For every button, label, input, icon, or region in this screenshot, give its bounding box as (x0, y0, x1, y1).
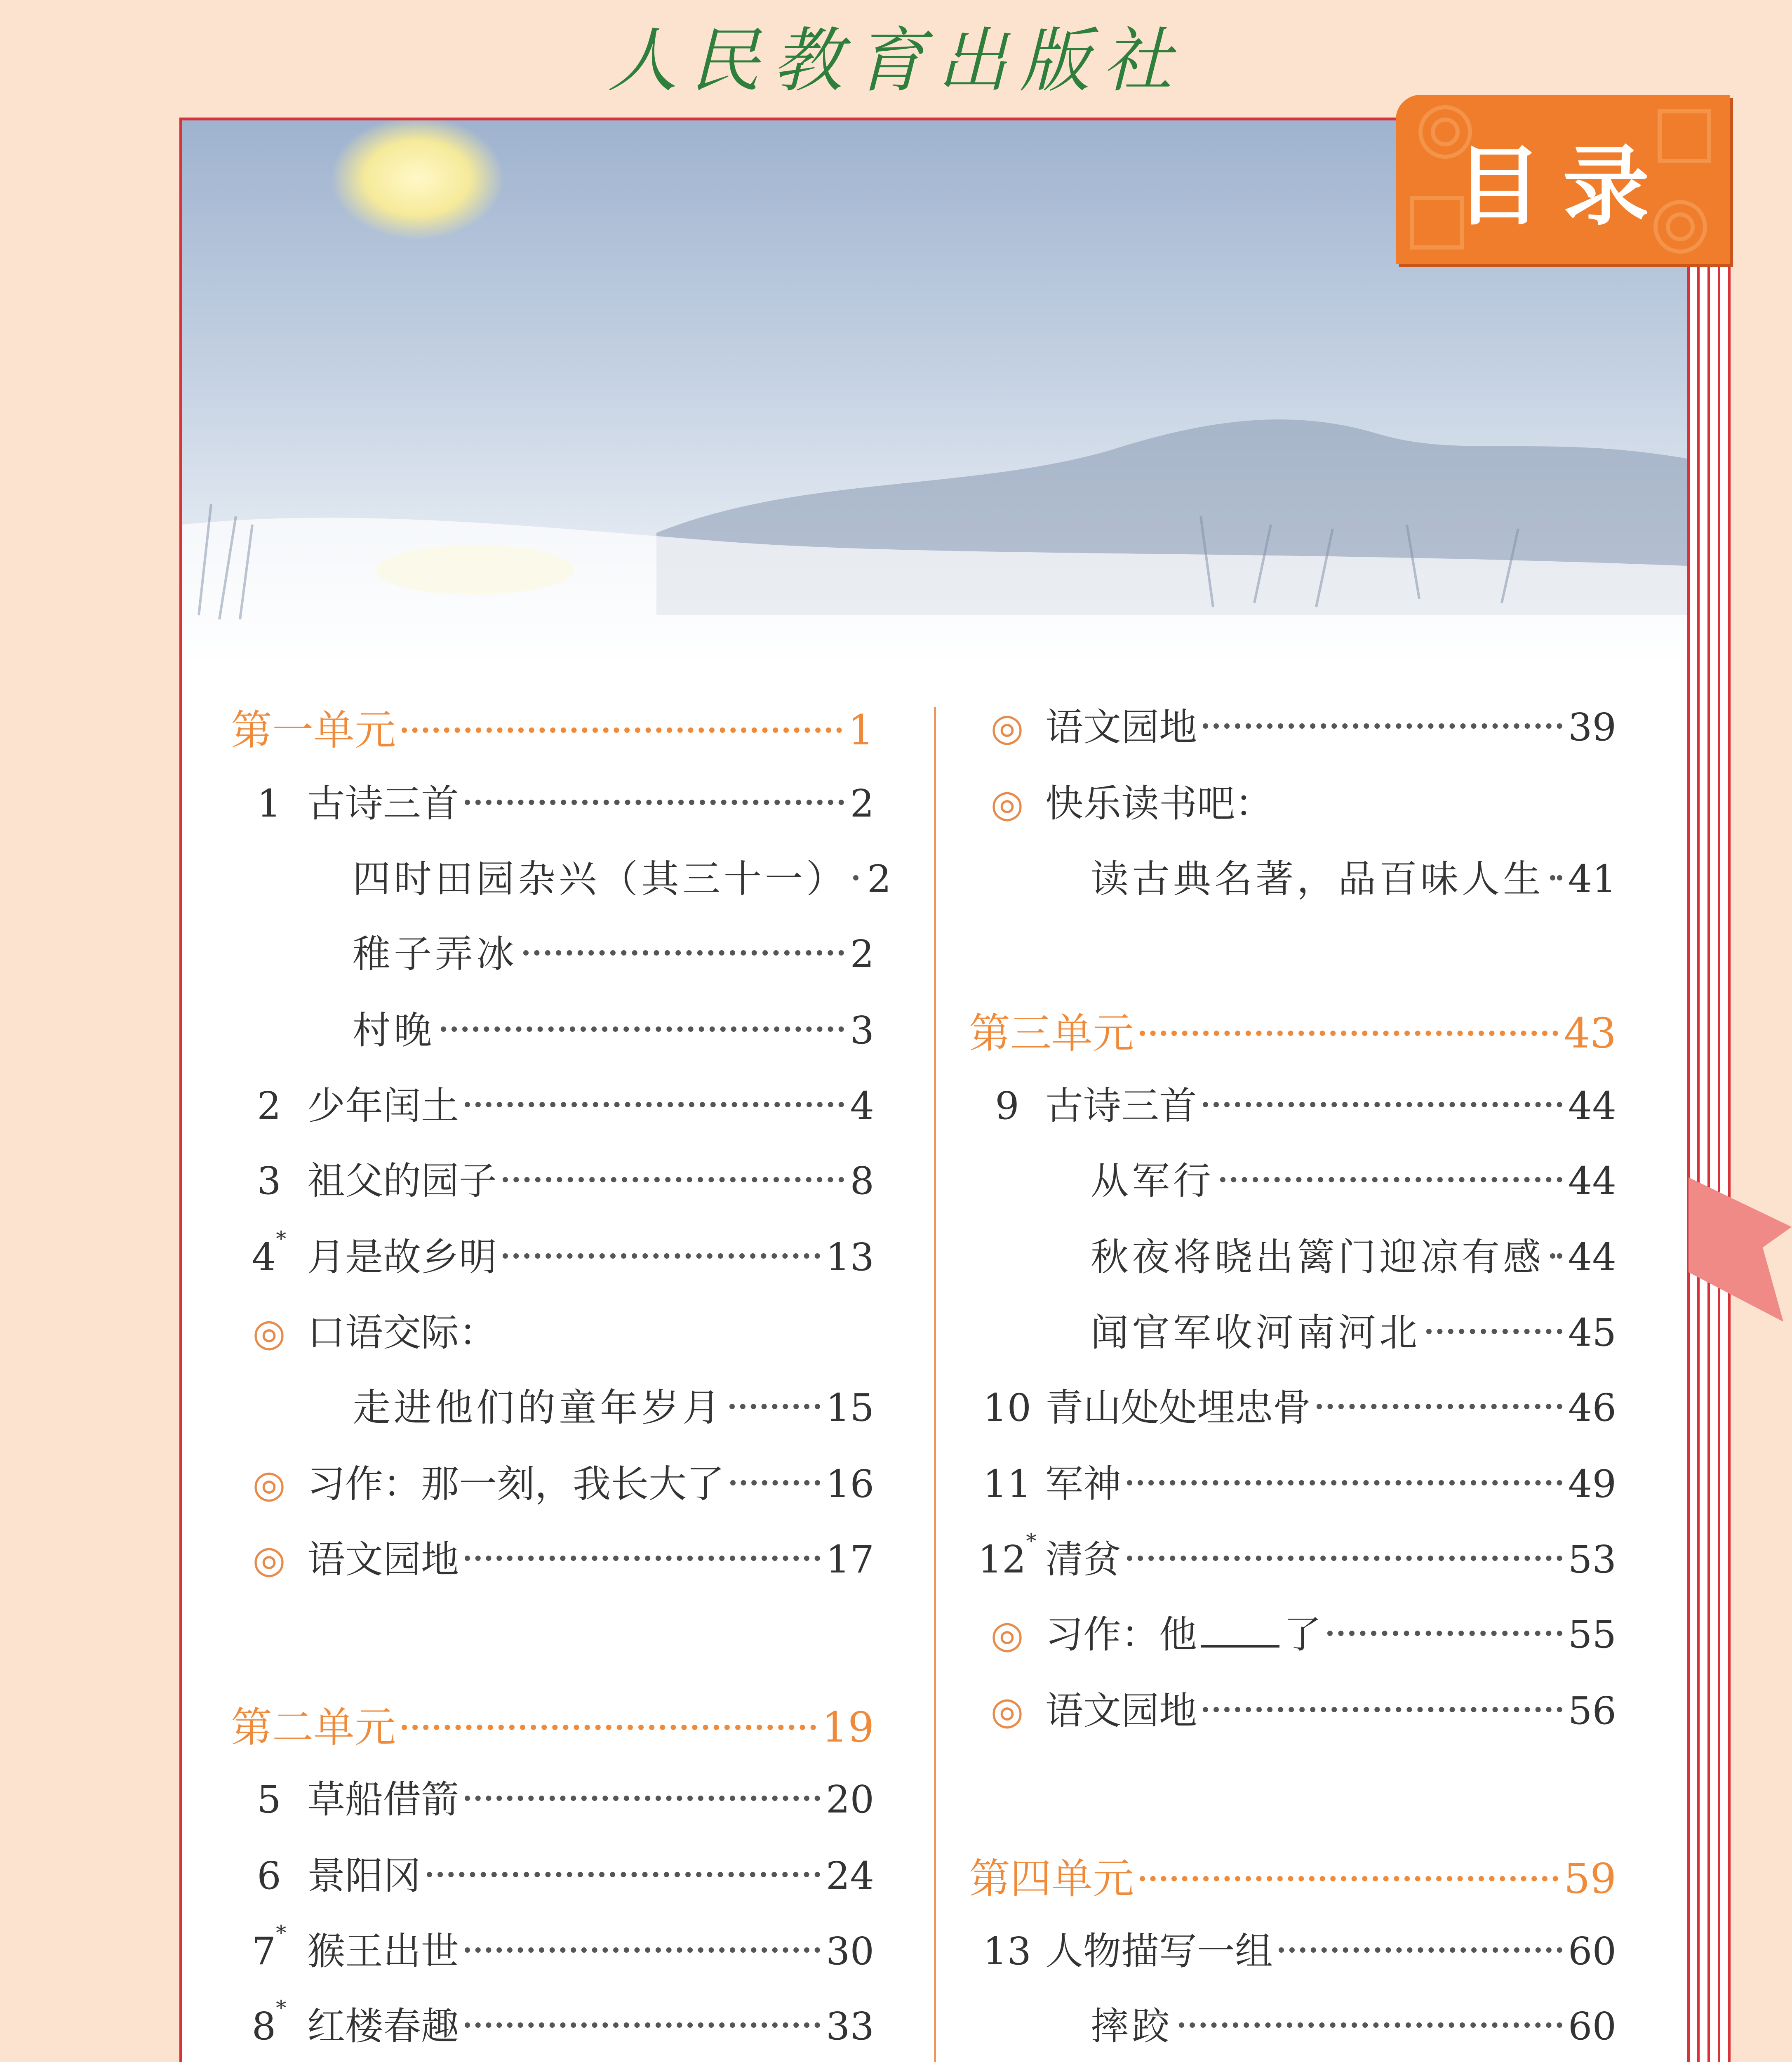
circle-marker-icon: ◎ (252, 1311, 286, 1355)
page-number: 2 (850, 932, 874, 976)
dot-leader (465, 2022, 820, 2028)
lesson-number: 13 (983, 1929, 1032, 1973)
toc-entry-lesson[interactable] (969, 1921, 1616, 1987)
entry-title: 第一单元 (231, 706, 396, 754)
toc-entry-lesson[interactable] (231, 773, 874, 839)
dot-leader (465, 1796, 820, 1801)
publisher-logo-top: 人民教育出版社 (607, 20, 1185, 102)
page-number: 16 (825, 1462, 874, 1506)
entry-title: 人物描写一组 (1045, 1929, 1273, 1973)
entry-title: 走进他们的童年岁月 (353, 1386, 724, 1430)
entry-title: 古诗三首 (1045, 1084, 1197, 1128)
toc-entry-lesson[interactable] (969, 1377, 1616, 1443)
toc-entry-lesson[interactable] (231, 1151, 874, 1217)
toc-entry-sub[interactable] (231, 849, 891, 915)
page-number: 33 (825, 2004, 874, 2048)
dot-leader (729, 1404, 820, 1409)
toc-entry-symbol[interactable] (231, 1529, 874, 1595)
toc-entry-unit[interactable] (231, 697, 874, 763)
dot-leader (465, 1947, 820, 1953)
page-number: 20 (825, 1777, 874, 1822)
page-number: 56 (1568, 1689, 1616, 1733)
toc-entry-symbol[interactable] (231, 1454, 874, 1520)
page-number: 13 (825, 1235, 874, 1279)
dot-leader (1550, 1253, 1562, 1259)
toc-entry-lesson[interactable] (231, 1076, 874, 1142)
page-number: 59 (1564, 1855, 1616, 1903)
contents-tab (1396, 95, 1730, 264)
dot-leader (523, 950, 844, 956)
optional-marker: * (276, 1227, 287, 1251)
dot-leader (1203, 1102, 1562, 1107)
page-number: 53 (1568, 1537, 1616, 1582)
page-number: 44 (1568, 1084, 1616, 1128)
entry-title-suffix: 了 (1284, 1612, 1322, 1657)
dot-leader (853, 875, 861, 880)
dot-leader (1127, 1556, 1562, 1561)
lesson-number: 3 (257, 1159, 281, 1203)
toc-entry-lesson[interactable] (231, 1921, 874, 1987)
page-number: 17 (825, 1537, 874, 1582)
page-number: 43 (1564, 1009, 1616, 1057)
lesson-number: 12* (978, 1529, 1037, 1582)
page-number: 45 (1568, 1311, 1616, 1355)
toc-entry-sub[interactable] (969, 1227, 1616, 1293)
toc-entry-sub[interactable] (231, 924, 874, 990)
entry-title: 语文园地 (307, 1537, 459, 1582)
dot-leader (1317, 1404, 1562, 1409)
entry-title: 清贫 (1045, 1537, 1122, 1582)
optional-marker: * (276, 1921, 287, 1945)
toc-entry-symbol[interactable] (969, 697, 1616, 763)
circle-marker-icon: ◎ (990, 1689, 1024, 1733)
toc-entry-symbol[interactable] (969, 773, 1616, 839)
fill-in-blank (1201, 1641, 1279, 1648)
entry-title: 四时田园杂兴（其三十一） (353, 857, 848, 901)
page-number: 24 (825, 1854, 874, 1898)
toc-entry-sub[interactable] (231, 1377, 874, 1443)
entry-title: 习作：他 (1045, 1612, 1197, 1657)
page-number: 19 (821, 1703, 874, 1751)
lesson-number: 6 (257, 1854, 281, 1898)
entry-title: 从军行 (1091, 1159, 1215, 1203)
page-number: 49 (1568, 1462, 1616, 1506)
lesson-number: 5 (257, 1777, 281, 1822)
dot-leader (1203, 723, 1562, 729)
dot-leader (465, 800, 844, 805)
entry-title: 秋夜将晓出篱门迎凉有感 (1091, 1235, 1545, 1279)
entry-title: 语文园地 (1045, 1689, 1197, 1733)
entry-title: 少年闰土 (307, 1084, 459, 1128)
dot-leader (1550, 875, 1562, 880)
entry-title: 第二单元 (231, 1703, 396, 1751)
entry-title: 习作：那一刻，我长大了 (307, 1462, 725, 1506)
dot-leader (1203, 1707, 1562, 1712)
entry-title: 稚子弄冰 (353, 932, 518, 976)
toc-entry-lesson[interactable] (969, 1076, 1616, 1142)
dot-leader (1327, 1631, 1562, 1636)
entry-title: 快乐读书吧： (1045, 781, 1273, 826)
circle-marker-icon: ◎ (252, 1537, 286, 1582)
page-number: 15 (825, 1386, 874, 1430)
page-number: 8 (850, 1159, 874, 1203)
entry-title: 青山处处埋忠骨 (1045, 1386, 1311, 1430)
toc-entry-sub[interactable] (969, 1302, 1616, 1368)
lesson-number: 1 (257, 781, 281, 826)
entry-title: 猴王出世 (307, 1929, 459, 1973)
page-number: 44 (1568, 1159, 1616, 1203)
toc-entry-sub[interactable] (969, 1151, 1616, 1217)
toc-entry-unit[interactable] (969, 1000, 1616, 1066)
entry-title: 古诗三首 (307, 781, 459, 826)
bookmark-ribbon (1689, 1177, 1792, 1322)
entry-title: 红楼春趣 (307, 2004, 459, 2048)
dot-leader (1179, 2022, 1562, 2028)
toc-entry-lesson[interactable] (231, 1996, 874, 2062)
optional-marker: * (276, 1996, 287, 2020)
lesson-number: 8* (252, 1996, 287, 2048)
dot-leader (503, 1253, 820, 1259)
dot-leader (503, 1177, 844, 1182)
toc-entry-lesson[interactable] (231, 1769, 874, 1835)
entry-title: 口语交际： (307, 1311, 497, 1355)
circle-marker-icon: ◎ (990, 705, 1024, 749)
entry-title: 景阳冈 (307, 1854, 421, 1898)
dot-leader (465, 1556, 820, 1561)
circle-marker-icon: ◎ (990, 781, 1024, 826)
page-number: 2 (850, 781, 874, 826)
lesson-number: 7* (252, 1921, 287, 1973)
entry-title: 摔跤 (1091, 2004, 1174, 2048)
entry-title: 语文园地 (1045, 705, 1197, 749)
lesson-number: 10 (983, 1386, 1032, 1430)
toc-entry-symbol[interactable] (969, 1604, 1616, 1670)
entry-title: 草船借箭 (307, 1777, 459, 1822)
dot-leader (402, 1725, 816, 1730)
page-number: 55 (1568, 1612, 1616, 1657)
lesson-number: 2 (257, 1084, 281, 1128)
optional-marker: * (1026, 1529, 1037, 1553)
dot-leader (427, 1872, 820, 1877)
dot-leader (1279, 1947, 1562, 1953)
dot-leader (1220, 1177, 1562, 1182)
dot-leader (1140, 1031, 1558, 1036)
dot-leader (1140, 1876, 1558, 1881)
dot-leader (1127, 1480, 1562, 1485)
toc-entry-lesson[interactable] (969, 1529, 1616, 1595)
column-divider (934, 707, 936, 2062)
toc-entry-sub[interactable] (969, 849, 1616, 915)
toc-entry-unit[interactable] (969, 1845, 1616, 1911)
dot-leader (1426, 1329, 1562, 1334)
page-number: 3 (850, 1008, 874, 1052)
toc-entry-sub[interactable] (231, 1000, 874, 1066)
page-number: 46 (1568, 1386, 1616, 1430)
toc-entry-symbol[interactable] (231, 1302, 874, 1368)
entry-title: 闻官军收河南河北 (1091, 1311, 1421, 1355)
entry-title: 军神 (1045, 1462, 1122, 1506)
circle-marker-icon: ◎ (990, 1612, 1024, 1657)
toc-entry-lesson[interactable] (231, 1845, 874, 1911)
entry-title: 第四单元 (969, 1855, 1134, 1903)
page-number: 60 (1568, 2004, 1616, 2048)
toc-entry-symbol[interactable] (969, 1681, 1616, 1747)
page-number: 1 (848, 706, 874, 754)
toc-entry-sub[interactable] (969, 1996, 1616, 2062)
entry-title: 月是故乡明 (307, 1235, 497, 1279)
entry-title: 读古典名著，品百味人生 (1091, 857, 1545, 901)
entry-title: 祖父的园子 (307, 1159, 497, 1203)
page-number: 60 (1568, 1929, 1616, 1973)
lesson-number: 4* (252, 1227, 287, 1279)
page-number: 44 (1568, 1235, 1616, 1279)
toc-entry-lesson[interactable] (231, 1227, 874, 1293)
dot-leader (441, 1026, 844, 1032)
page-number: 2 (867, 857, 891, 901)
page-number: 4 (850, 1084, 874, 1128)
toc-entry-lesson[interactable] (969, 1454, 1616, 1520)
toc-entry-unit[interactable] (231, 1694, 874, 1760)
page-number: 30 (825, 1929, 874, 1973)
page-number: 41 (1568, 857, 1616, 901)
entry-title: 第三单元 (969, 1009, 1134, 1057)
lesson-number: 9 (995, 1084, 1019, 1128)
dot-leader (730, 1480, 820, 1485)
page-number: 39 (1568, 705, 1616, 749)
circle-marker-icon: ◎ (252, 1462, 286, 1506)
page-title: 目录 (1455, 136, 1670, 237)
entry-title: 村晚 (353, 1008, 435, 1052)
dot-leader (465, 1102, 844, 1107)
dot-leader (402, 727, 842, 733)
lesson-number: 11 (983, 1462, 1032, 1506)
